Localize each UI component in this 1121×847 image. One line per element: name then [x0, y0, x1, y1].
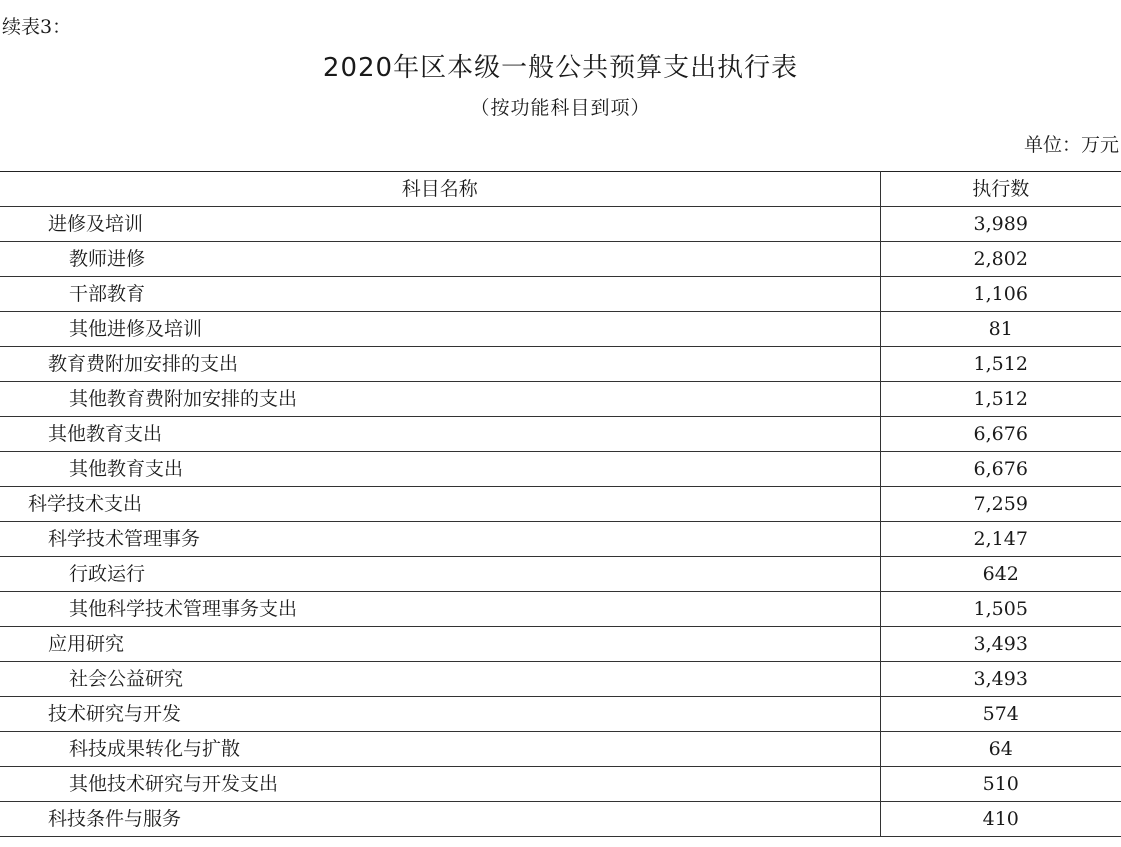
table-row — [0, 522, 1121, 557]
row-executed-amount: 1,512 — [880, 382, 1121, 417]
row-executed-amount: 642 — [880, 557, 1121, 592]
row-executed-amount: 6,676 — [880, 452, 1121, 487]
row-executed-amount: 510 — [880, 767, 1121, 802]
table-row — [0, 802, 1121, 837]
row-executed-amount: 7,259 — [880, 487, 1121, 522]
budget-table — [0, 171, 1121, 837]
page-title: 2020年区本级一般公共预算支出执行表 — [322, 53, 799, 83]
row-subject-name: 教育费附加安排的支出 — [0, 347, 880, 382]
table-row — [0, 382, 1121, 417]
row-subject-name: 其他技术研究与开发支出 — [0, 767, 880, 802]
row-executed-amount: 1,106 — [880, 277, 1121, 312]
row-executed-amount: 574 — [880, 697, 1121, 732]
table-row — [0, 417, 1121, 452]
row-executed-amount: 64 — [880, 732, 1121, 767]
row-executed-amount: 1,512 — [880, 347, 1121, 382]
header-subject-name: 科目名称 — [0, 172, 880, 207]
row-executed-amount: 1,505 — [880, 592, 1121, 627]
row-subject-name: 其他教育支出 — [0, 417, 880, 452]
row-executed-amount: 2,802 — [880, 242, 1121, 277]
row-executed-amount: 3,493 — [880, 662, 1121, 697]
row-subject-name: 干部教育 — [0, 277, 880, 312]
row-subject-name: 进修及培训 — [0, 207, 880, 242]
row-subject-name: 行政运行 — [0, 557, 880, 592]
unit-label: 单位：万元 — [1023, 134, 1119, 156]
row-subject-name: 其他科学技术管理事务支出 — [0, 592, 880, 627]
table-row — [0, 347, 1121, 382]
continued-label: 续表3： — [2, 16, 72, 38]
table-body — [0, 207, 1121, 837]
row-subject-name: 教师进修 — [0, 242, 880, 277]
row-executed-amount: 2,147 — [880, 522, 1121, 557]
table-row — [0, 557, 1121, 592]
table-row — [0, 452, 1121, 487]
page-subtitle: （按功能科目到项） — [470, 97, 651, 119]
row-subject-name: 其他教育费附加安排的支出 — [0, 382, 880, 417]
table-row — [0, 487, 1121, 522]
table-header-row — [0, 172, 1121, 207]
row-executed-amount: 410 — [880, 802, 1121, 837]
table-row — [0, 242, 1121, 277]
row-subject-name: 科技成果转化与扩散 — [0, 732, 880, 767]
row-subject-name: 其他进修及培训 — [0, 312, 880, 347]
row-executed-amount: 6,676 — [880, 417, 1121, 452]
table-row — [0, 732, 1121, 767]
row-subject-name: 其他教育支出 — [0, 452, 880, 487]
header-executed-amount: 执行数 — [880, 172, 1121, 207]
row-subject-name: 科学技术支出 — [0, 487, 880, 522]
row-subject-name: 科学技术管理事务 — [0, 522, 880, 557]
table-row — [0, 767, 1121, 802]
table-row — [0, 697, 1121, 732]
row-subject-name: 技术研究与开发 — [0, 697, 880, 732]
row-subject-name: 社会公益研究 — [0, 662, 880, 697]
table-row — [0, 592, 1121, 627]
table-row — [0, 277, 1121, 312]
table-row — [0, 627, 1121, 662]
row-subject-name: 科技条件与服务 — [0, 802, 880, 837]
table-row — [0, 662, 1121, 697]
table-row — [0, 207, 1121, 242]
row-subject-name: 应用研究 — [0, 627, 880, 662]
table-row — [0, 312, 1121, 347]
row-executed-amount: 81 — [880, 312, 1121, 347]
row-executed-amount: 3,989 — [880, 207, 1121, 242]
row-executed-amount: 3,493 — [880, 627, 1121, 662]
